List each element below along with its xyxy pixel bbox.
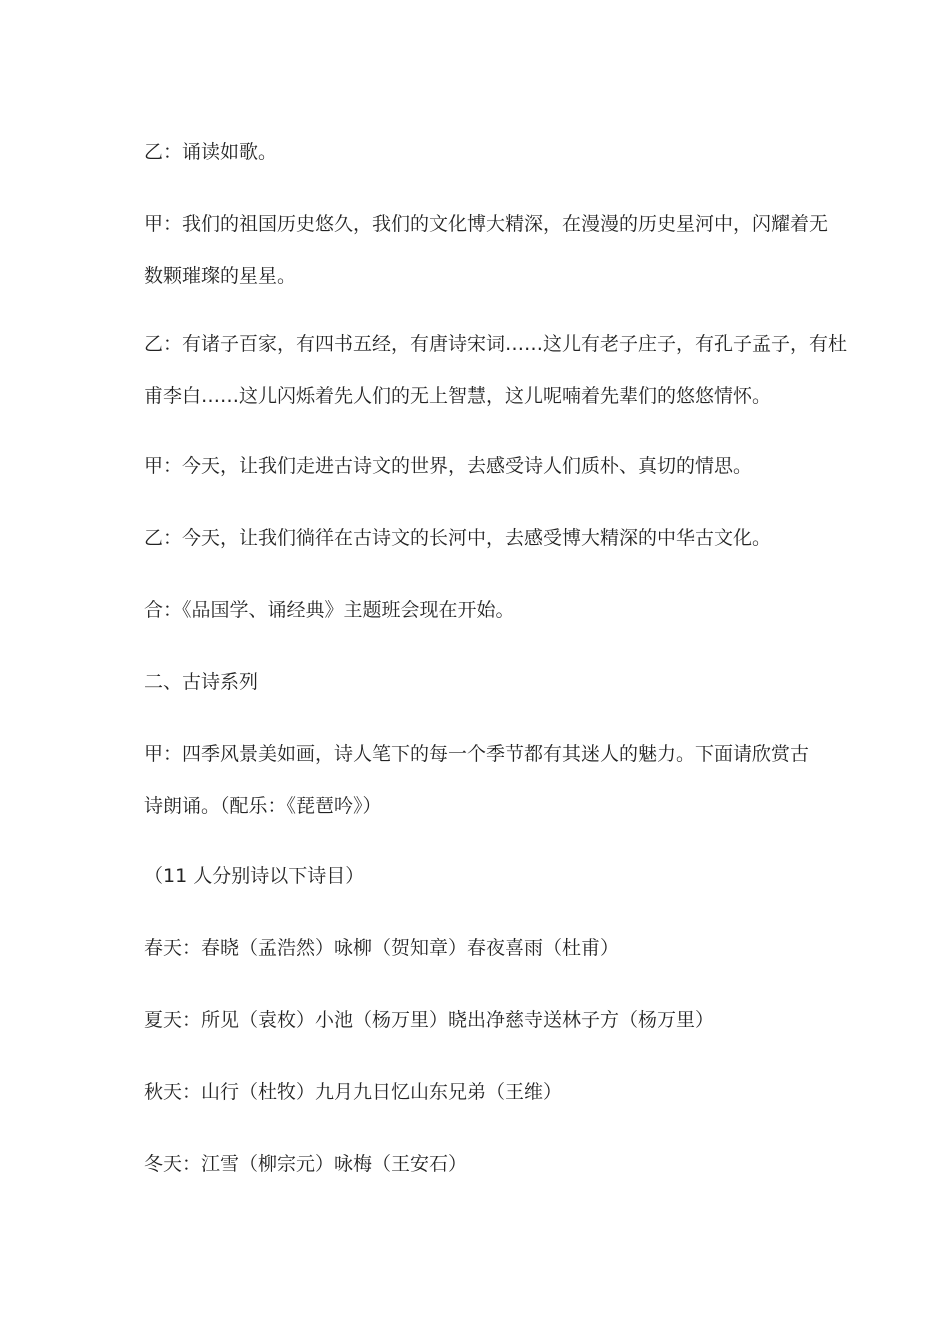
text-line: 乙：诵读如歌。	[144, 141, 278, 163]
text-line: 合：《品国学、诵经典》主题班会现在开始。	[144, 599, 515, 621]
text-line: 乙：今天，让我们徜徉在古诗文的长河中，去感受博大精深的中华古文化。	[144, 527, 772, 549]
poem-list-autumn	[144, 1066, 814, 1118]
text-line: 数颗璀璨的星星。	[144, 265, 297, 287]
dialogue-line-yi-classics	[144, 318, 848, 422]
text-line: 冬天：江雪（柳宗元）咏梅（王安石）	[144, 1153, 468, 1175]
dialogue-line-together-start	[144, 584, 814, 636]
dialogue-line-yi-today	[144, 512, 814, 564]
text-line: 诗朗诵。（配乐：《琵琶吟》）	[144, 795, 382, 817]
poem-list-winter	[144, 1138, 814, 1190]
stage-note	[144, 850, 814, 902]
text-line: 甫李白……这儿闪烁着先人们的无上智慧，这儿呢喃着先辈们的悠悠情怀。	[144, 385, 772, 407]
text-line: 甲：今天，让我们走进古诗文的世界，去感受诗人们质朴、真切的情思。	[144, 455, 753, 477]
poem-list-summer	[144, 994, 814, 1046]
dialogue-line-jia-history	[144, 198, 829, 302]
text-line: 二、古诗系列	[144, 671, 259, 693]
text-line: 春天：春晓（孟浩然）咏柳（贺知章）春夜喜雨（杜甫）	[144, 937, 620, 959]
text-line: 夏天：所见（袁枚）小池（杨万里）晓出净慈寺送林子方（杨万里）	[144, 1009, 715, 1031]
dialogue-line-jia-seasons	[144, 728, 814, 832]
dialogue-line-jia-today	[144, 440, 814, 492]
dialogue-line-yi-recite	[144, 126, 814, 178]
text-line: 甲：我们的祖国历史悠久，我们的文化博大精深，在漫漫的历史星河中，闪耀着无	[144, 213, 829, 235]
section-heading-ancient-poems	[144, 656, 814, 708]
poem-list-spring	[144, 922, 814, 974]
text-line: 甲：四季风景美如画，诗人笔下的每一个季节都有其迷人的魅力。下面请欣赏古	[144, 743, 810, 765]
text-line: 秋天：山行（杜牧）九月九日忆山东兄弟（王维）	[144, 1081, 563, 1103]
text-line: 乙：有诸子百家，有四书五经，有唐诗宋词……这儿有老子庄子，有孔子孟子，有杜	[144, 333, 848, 355]
text-line: （11 人分别诗以下诗目）	[144, 865, 365, 887]
